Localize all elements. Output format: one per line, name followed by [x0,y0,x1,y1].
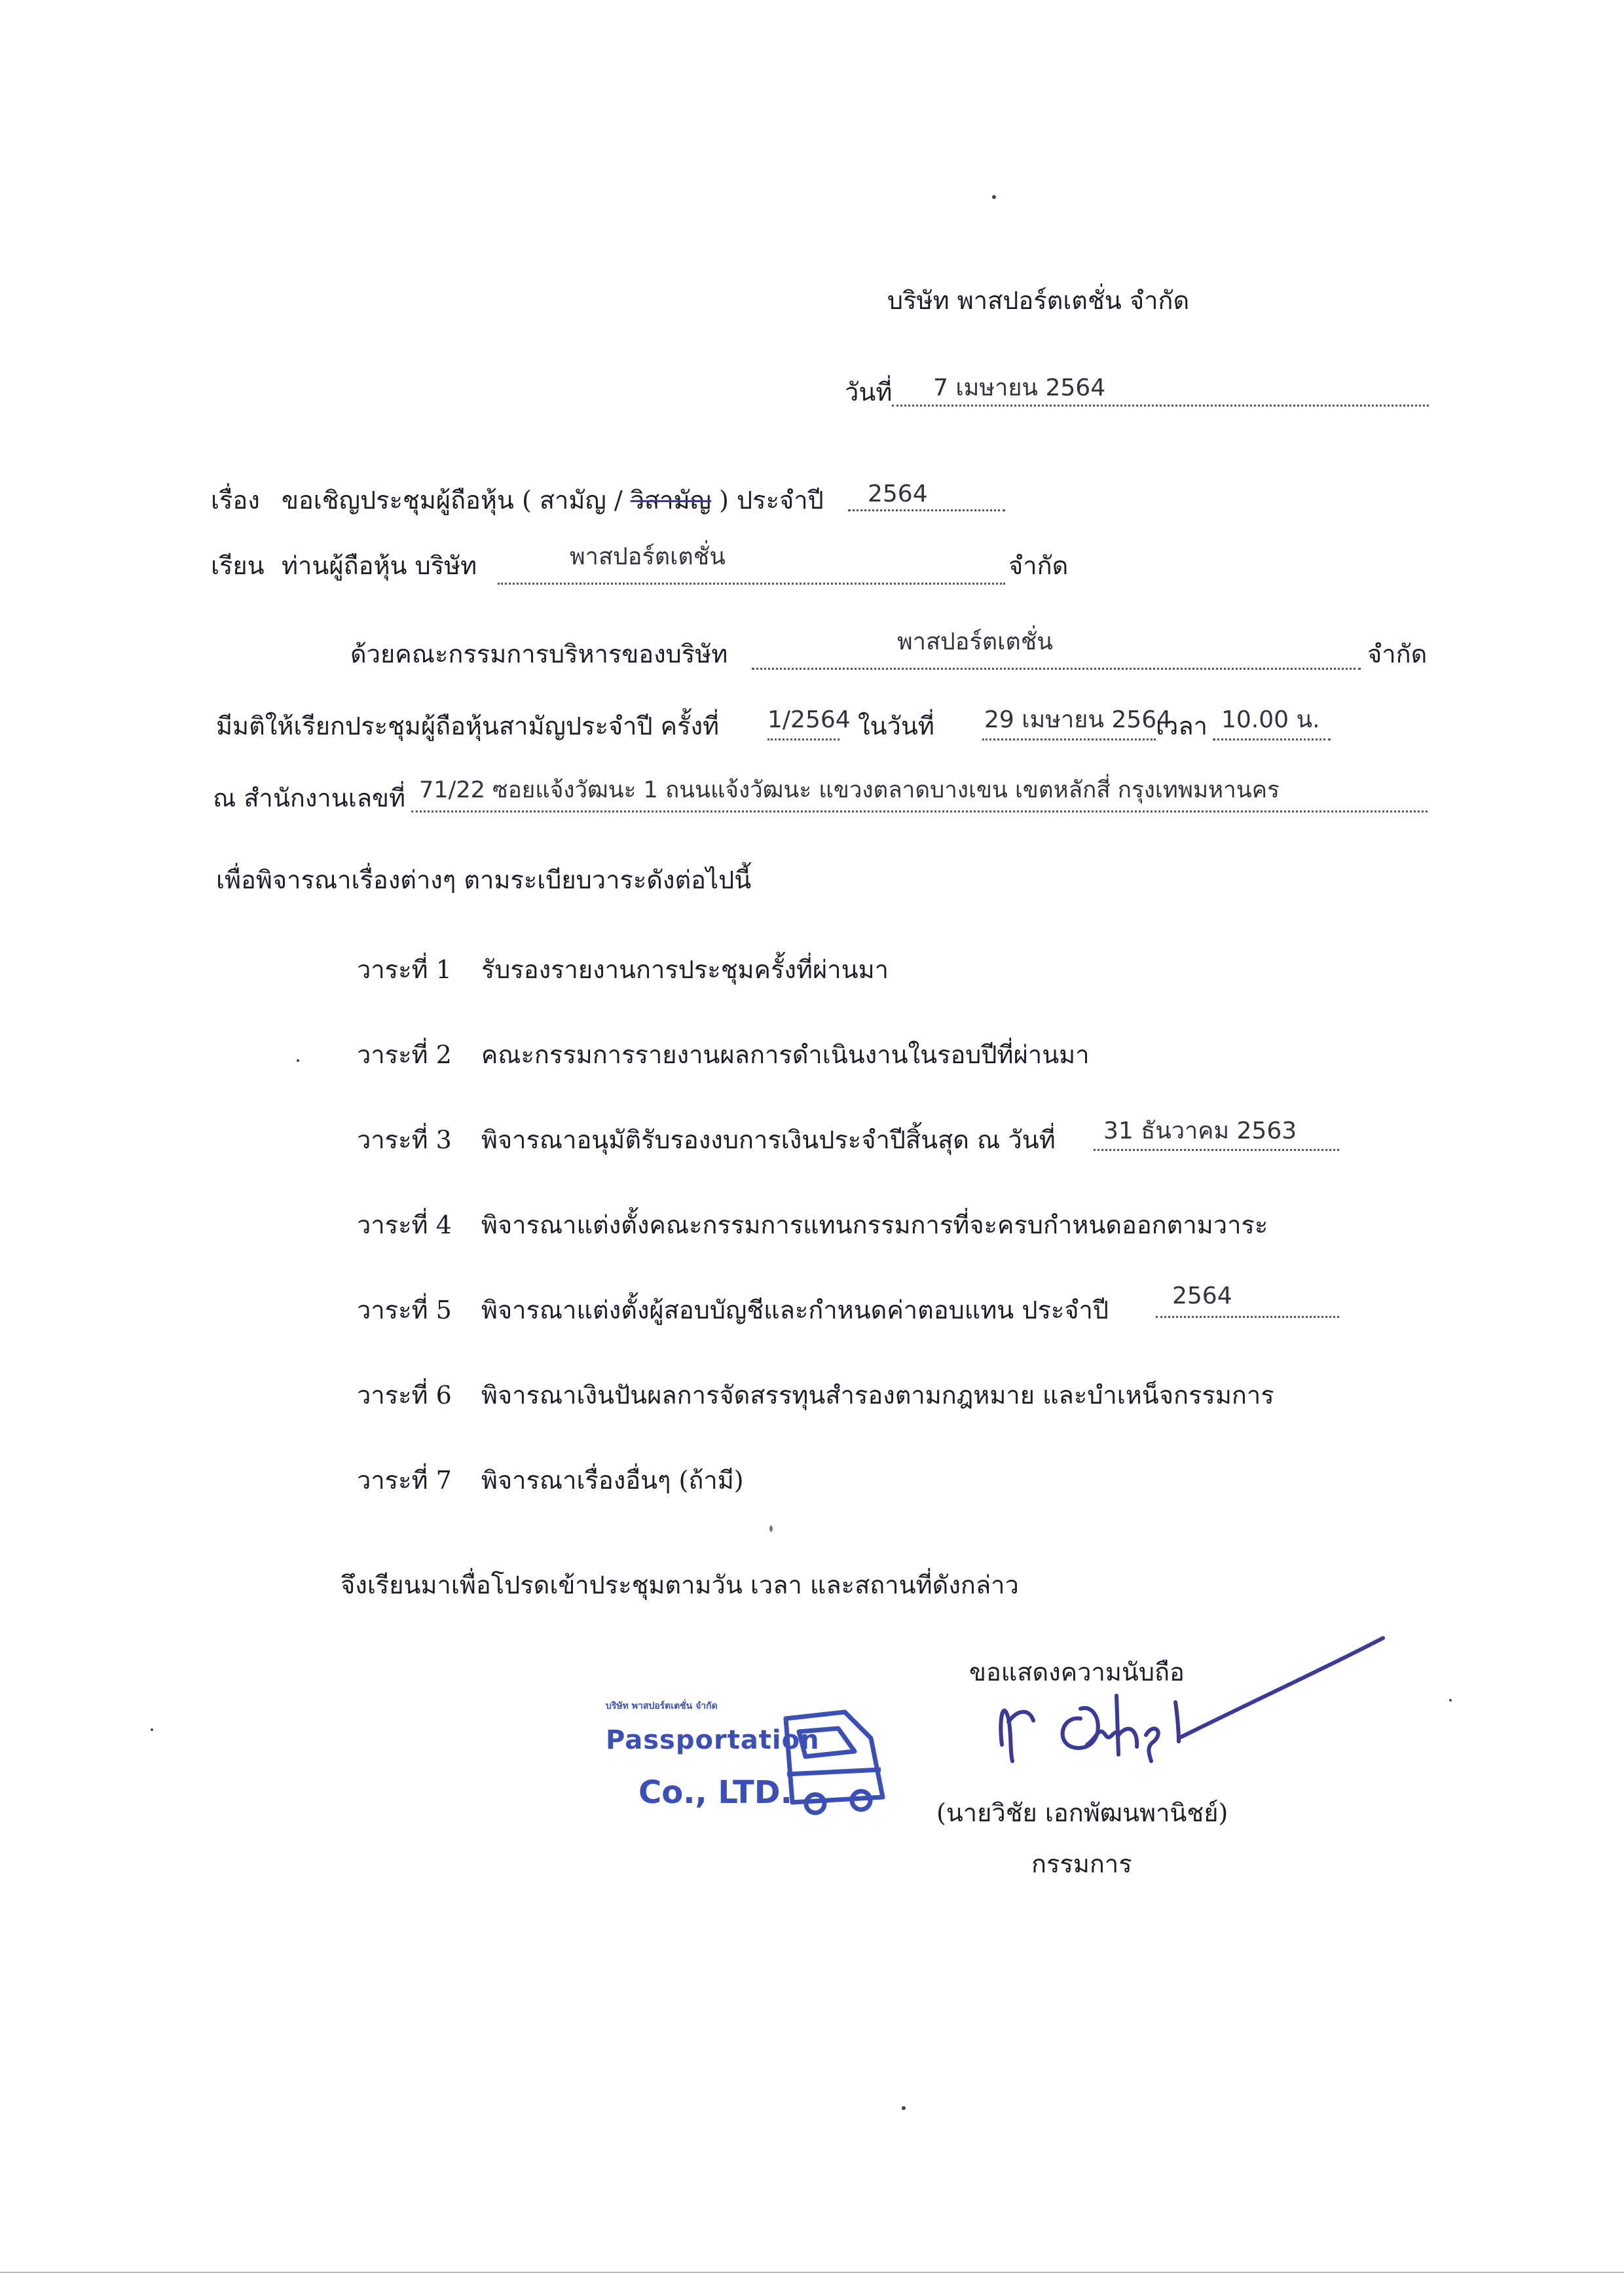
body-line1-company: พาสปอร์ตเตชั่น [897,629,1053,655]
body-line1-text: ด้วยคณะกรรมการบริหารของบริษัท [350,640,728,668]
recipient-text: ท่านผู้ถือหุ้น บริษัท [282,551,477,580]
body-line3-text: ณ สำนักงานเลขที่ [213,784,406,812]
agenda-text: พิจารณาอนุมัติรับรองงบการเงินประจำปีสิ้นสุด ณ วันที่ [481,1125,1056,1154]
agenda-item [357,957,889,982]
recipient-label: เรียน [211,551,265,580]
address: 71/22 ซอยแจ้งวัฒนะ 1 ถนนแจ้งวัฒนะ แขวงตลาดบางเขน เขตหลักสี่ กรุงเทพมหานคร [419,777,1280,803]
agenda-no: วาระที่ 5 [357,1296,452,1324]
body-line4-text: เพื่อพิจารณาเรื่องต่างๆ ตามระเบียบวาระดังต่อไปนี้ [216,866,752,894]
subject-year: 2564 [868,481,928,507]
stamp-company-th: บริษัท พาสปอร์ตเตชั่น จำกัด [606,1701,718,1711]
scan-edge-line [0,2272,1624,2273]
agenda-no: วาระที่ 6 [357,1381,452,1410]
agenda-item [357,1127,1056,1152]
scan-speck [992,195,996,199]
agenda-text: พิจารณาแต่งตั้งผู้สอบบัญชีและกำหนดค่าตอบแทน ประจำปี [481,1296,1109,1324]
closing-text: จึงเรียนมาเพื่อโปรดเข้าประชุมตามวัน เวลา และสถานที่ดังกล่าว [341,1571,1019,1599]
body-line2-time: เวลา [1156,712,1208,740]
agenda3-fill: 31 ธันวาคม 2563 [1103,1118,1297,1144]
agenda-item [357,1212,1268,1237]
meeting-time: 10.00 น. [1221,706,1320,733]
body-line1-suffix: จำกัด [1367,640,1428,668]
truck-icon [779,1699,891,1817]
agenda3-dotted-line [1094,1149,1339,1151]
agenda-text: พิจารณาเงินปันผลการจัดสรรทุนสำรองตามกฎหมาย และบำเหน็จกรรมการ [481,1381,1274,1410]
agenda-text: รับรองรายงานการประชุมครั้งที่ผ่านมา [481,955,889,984]
meeting-date-dotted-line [982,738,1156,740]
subject-label: เรื่อง [211,486,260,515]
subject-year-dotted-line [848,509,1005,511]
scan-speck [902,2106,906,2110]
date-value: 7 เมษายน 2564 [933,374,1106,401]
agenda5-fill: 2564 [1172,1283,1232,1309]
stamp-suffix: Co., LTD. [638,1774,792,1811]
signer-title: กรรมการ [1031,1850,1132,1878]
agenda-item [357,1468,744,1493]
agenda-no: วาระที่ 4 [357,1211,452,1239]
meeting-no-dotted-line [767,738,840,740]
subject-text-before: ขอเชิญประชุมผู้ถือหุ้น ( สามัญ / [282,486,631,515]
recipient-company: พาสปอร์ตเตชั่น [570,543,726,570]
company-stamp [606,1699,887,1830]
agenda-no: วาระที่ 7 [357,1466,452,1495]
body-line2-text: มีมติให้เรียกประชุมผู้ถือหุ้นสามัญประจำปี ครั้งที่ [216,712,720,740]
scan-speck [769,1525,773,1532]
meeting-date: 29 เมษายน 2564 [984,706,1172,733]
signature [982,1604,1401,1800]
meeting-no: 1/2564 [767,706,851,733]
date-dotted-line [892,405,1429,407]
subject-line [282,488,824,513]
agenda-no: วาระที่ 2 [357,1040,452,1069]
agenda-item [357,1383,1274,1408]
date-label: วันที่ [845,378,893,407]
company-header: บริษัท พาสปอร์ตเตชั่น จำกัด [887,286,1190,315]
agenda-text: พิจารณาแต่งตั้งคณะกรรมการแทนกรรมการที่จะครบกำหนดออกตามวาระ [481,1211,1268,1239]
agenda-text: พิจารณาเรื่องอื่นๆ (ถ้ามี) [481,1466,744,1495]
signer-name: (นายวิชัย เอกพัฒนพานิชย์) [936,1798,1228,1827]
stamp-brand: Passportation [606,1725,820,1755]
scan-speck [151,1728,153,1731]
subject-text-after: ) ประจำปี [711,486,824,515]
agenda-no: วาระที่ 3 [357,1125,452,1154]
subject-struck: วิสามัญ [630,486,712,515]
agenda-item [357,1042,1090,1067]
agenda-no: วาระที่ 1 [357,955,452,984]
recipient-dotted-line [498,583,1005,585]
agenda-text: คณะกรรมการรายงานผลการดำเนินงานในรอบปีที่ผ่านมา [481,1040,1090,1069]
closing-regards: ขอแสดงความนับถือ [969,1658,1185,1686]
agenda-item [357,1298,1109,1322]
body-line1-dotted-line [752,668,1361,670]
meeting-time-dotted-line [1213,738,1331,740]
recipient-suffix: จำกัด [1008,551,1069,580]
scan-speck [1449,1699,1452,1702]
scan-speck [297,1059,299,1062]
body-line2-on-date: ในวันที่ [858,712,934,740]
address-dotted-line [411,811,1428,812]
agenda5-dotted-line [1156,1316,1339,1318]
